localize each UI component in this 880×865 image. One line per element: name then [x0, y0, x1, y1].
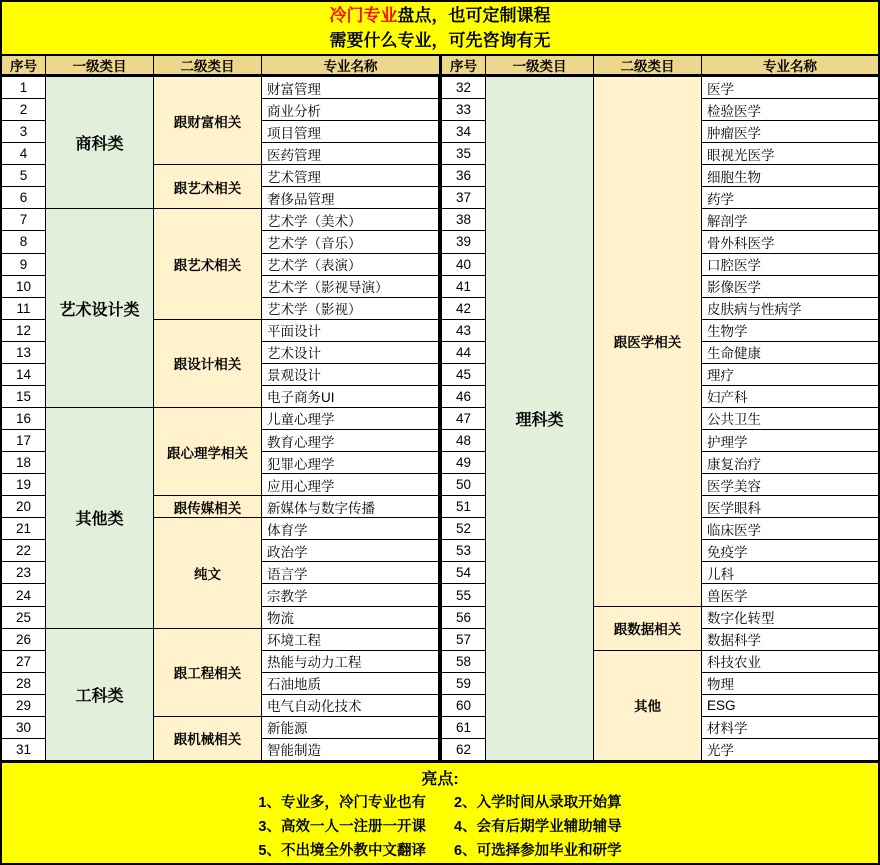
row-number: 61 [442, 717, 486, 739]
row-number: 14 [2, 364, 46, 386]
header-category: 一级类目 [486, 56, 594, 75]
row-number: 8 [2, 231, 46, 253]
row-number: 54 [442, 562, 486, 584]
majors-table-right [439, 56, 878, 761]
major-cell: 艺术学（影视导演） [262, 276, 439, 298]
row-number: 38 [442, 209, 486, 231]
row-number: 51 [442, 496, 486, 518]
header-major: 专业名称 [702, 56, 878, 75]
major-cell: 宗教学 [262, 584, 439, 606]
subcategory-cell: 跟艺术相关 [154, 165, 262, 209]
row-number: 47 [442, 408, 486, 430]
table-header-left [2, 56, 439, 77]
row-number: 12 [2, 320, 46, 342]
row-number: 43 [442, 320, 486, 342]
major-cell: 物流 [262, 607, 439, 629]
row-number: 28 [2, 673, 46, 695]
category-cell: 理科类 [486, 77, 594, 761]
major-cell: 护理学 [702, 430, 878, 452]
highlight-item: 6、可选择参加毕业和研学 [454, 843, 622, 859]
major-cell: 细胞生物 [702, 165, 878, 187]
row-number: 48 [442, 430, 486, 452]
row-number: 16 [2, 408, 46, 430]
row-number: 58 [442, 651, 486, 673]
row-number: 46 [442, 386, 486, 408]
major-cell: 犯罪心理学 [262, 452, 439, 474]
major-cell: 财富管理 [262, 77, 439, 99]
highlight-item: 1、专业多，冷门专业也有 [258, 795, 426, 811]
row-number: 29 [2, 695, 46, 717]
header-seq: 序号 [2, 56, 46, 75]
header-major: 专业名称 [262, 56, 439, 75]
row-number: 20 [2, 496, 46, 518]
row-number: 42 [442, 298, 486, 320]
major-cell: 艺术管理 [262, 165, 439, 187]
table-body-right [442, 77, 878, 761]
row-number: 26 [2, 629, 46, 651]
row-number: 37 [442, 187, 486, 209]
major-cell: 医学 [702, 77, 878, 99]
subcategory-cell: 纯文 [154, 518, 262, 628]
row-number: 3 [2, 121, 46, 143]
row-number: 34 [442, 121, 486, 143]
row-number: 17 [2, 430, 46, 452]
header-seq: 序号 [442, 56, 486, 75]
subcategory-cell: 跟工程相关 [154, 629, 262, 717]
row-number: 30 [2, 717, 46, 739]
row-number: 35 [442, 143, 486, 165]
row-number: 18 [2, 452, 46, 474]
row-number: 53 [442, 540, 486, 562]
major-cell: 兽医学 [702, 584, 878, 606]
row-number: 22 [2, 540, 46, 562]
subcategory-cell: 其他 [594, 651, 702, 761]
major-cell: 影像医学 [702, 276, 878, 298]
major-cell: 口腔医学 [702, 254, 878, 276]
major-cell: 电子商务UI [262, 386, 439, 408]
header-category: 一级类目 [46, 56, 154, 75]
subcategory-cell: 跟心理学相关 [154, 408, 262, 496]
major-cell: 妇产科 [702, 386, 878, 408]
row-number: 23 [2, 562, 46, 584]
row-number: 1 [2, 77, 46, 99]
major-cell: 新媒体与数字传播 [262, 496, 439, 518]
highlight-item: 2、入学时间从录取开始算 [454, 795, 622, 811]
major-cell: 商业分析 [262, 99, 439, 121]
row-number: 57 [442, 629, 486, 651]
major-cell: 生物学 [702, 320, 878, 342]
highlights-title: 亮点: [421, 771, 459, 788]
subcategory-cell: 跟设计相关 [154, 320, 262, 408]
major-cell: 肿瘤医学 [702, 121, 878, 143]
major-cell: 康复治疗 [702, 452, 878, 474]
major-cell: 体育学 [262, 518, 439, 540]
major-cell: 儿科 [702, 562, 878, 584]
major-cell: 光学 [702, 739, 878, 761]
major-cell: 电气自动化技术 [262, 695, 439, 717]
row-number: 13 [2, 342, 46, 364]
banner [2, 2, 878, 56]
highlights-footer [2, 763, 878, 863]
row-number: 15 [2, 386, 46, 408]
major-cell: 艺术设计 [262, 342, 439, 364]
major-cell: 医学美容 [702, 474, 878, 496]
major-cell: 热能与动力工程 [262, 651, 439, 673]
row-number: 49 [442, 452, 486, 474]
row-number: 62 [442, 739, 486, 761]
major-cell: 艺术学（美术） [262, 209, 439, 231]
row-number: 24 [2, 584, 46, 606]
major-cell: ESG [702, 695, 878, 717]
highlight-item: 4、会有后期学业辅助辅导 [454, 819, 622, 835]
major-cell: 政治学 [262, 540, 439, 562]
major-cell: 平面设计 [262, 320, 439, 342]
banner-line1-rest: 盘点，也可定制课程 [397, 6, 551, 25]
major-cell: 数字化转型 [702, 607, 878, 629]
subcategory-cell: 跟机械相关 [154, 717, 262, 761]
subcategory-cell: 跟医学相关 [594, 77, 702, 607]
table-body-left [2, 77, 439, 761]
row-number: 19 [2, 474, 46, 496]
major-cell: 石油地质 [262, 673, 439, 695]
row-number: 59 [442, 673, 486, 695]
major-cell: 环境工程 [262, 629, 439, 651]
row-number: 5 [2, 165, 46, 187]
row-number: 40 [442, 254, 486, 276]
subcategory-cell: 跟财富相关 [154, 77, 262, 165]
subcategory-cell: 跟传媒相关 [154, 496, 262, 518]
banner-line2: 需要什么专业，可先咨询有无 [329, 31, 551, 50]
major-cell: 生命健康 [702, 342, 878, 364]
highlights-list [258, 791, 621, 860]
row-number: 44 [442, 342, 486, 364]
major-cell: 儿童心理学 [262, 408, 439, 430]
row-number: 2 [2, 99, 46, 121]
banner-line1-highlight: 冷门专业 [329, 6, 398, 25]
row-number: 60 [442, 695, 486, 717]
major-cell: 免疫学 [702, 540, 878, 562]
row-number: 32 [442, 77, 486, 99]
major-cell: 检验医学 [702, 99, 878, 121]
header-subcategory: 二级类目 [594, 56, 702, 75]
row-number: 56 [442, 607, 486, 629]
row-number: 50 [442, 474, 486, 496]
category-cell: 商科类 [46, 77, 154, 209]
major-cell: 新能源 [262, 717, 439, 739]
major-cell: 理疗 [702, 364, 878, 386]
row-number: 4 [2, 143, 46, 165]
majors-table-left [2, 56, 439, 761]
row-number: 7 [2, 209, 46, 231]
major-cell: 景观设计 [262, 364, 439, 386]
table-header-right [442, 56, 878, 77]
row-number: 33 [442, 99, 486, 121]
major-cell: 眼视光医学 [702, 143, 878, 165]
row-number: 41 [442, 276, 486, 298]
major-cell: 艺术学（表演） [262, 254, 439, 276]
row-number: 11 [2, 298, 46, 320]
row-number: 45 [442, 364, 486, 386]
row-number: 52 [442, 518, 486, 540]
major-cell: 临床医学 [702, 518, 878, 540]
row-number: 9 [2, 254, 46, 276]
row-number: 21 [2, 518, 46, 540]
header-subcategory: 二级类目 [154, 56, 262, 75]
major-cell: 教育心理学 [262, 430, 439, 452]
major-cell: 医学眼科 [702, 496, 878, 518]
major-cell: 语言学 [262, 562, 439, 584]
banner-line1 [330, 3, 551, 28]
highlight-item: 5、不出境全外教中文翻译 [258, 843, 426, 859]
row-number: 39 [442, 231, 486, 253]
row-number: 55 [442, 584, 486, 606]
majors-table [2, 56, 878, 763]
major-cell: 解剖学 [702, 209, 878, 231]
major-cell: 艺术学（影视） [262, 298, 439, 320]
row-number: 10 [2, 276, 46, 298]
major-cell: 智能制造 [262, 739, 439, 761]
subcategory-cell: 跟数据相关 [594, 607, 702, 651]
major-cell: 医药管理 [262, 143, 439, 165]
major-cell: 公共卫生 [702, 408, 878, 430]
highlight-item: 3、高效一人一注册一开课 [258, 819, 426, 835]
major-cell: 皮肤病与性病学 [702, 298, 878, 320]
category-cell: 工科类 [46, 629, 154, 761]
major-cell: 材料学 [702, 717, 878, 739]
major-cell: 奢侈品管理 [262, 187, 439, 209]
major-cell: 科技农业 [702, 651, 878, 673]
row-number: 27 [2, 651, 46, 673]
category-cell: 艺术设计类 [46, 209, 154, 408]
category-cell: 其他类 [46, 408, 154, 629]
row-number: 31 [2, 739, 46, 761]
major-cell: 物理 [702, 673, 878, 695]
subcategory-cell: 跟艺术相关 [154, 209, 262, 319]
row-number: 6 [2, 187, 46, 209]
major-cell: 骨外科医学 [702, 231, 878, 253]
row-number: 36 [442, 165, 486, 187]
row-number: 25 [2, 607, 46, 629]
major-cell: 应用心理学 [262, 474, 439, 496]
major-cell: 项目管理 [262, 121, 439, 143]
major-cell: 药学 [702, 187, 878, 209]
major-cell: 数据科学 [702, 629, 878, 651]
major-cell: 艺术学（音乐） [262, 231, 439, 253]
